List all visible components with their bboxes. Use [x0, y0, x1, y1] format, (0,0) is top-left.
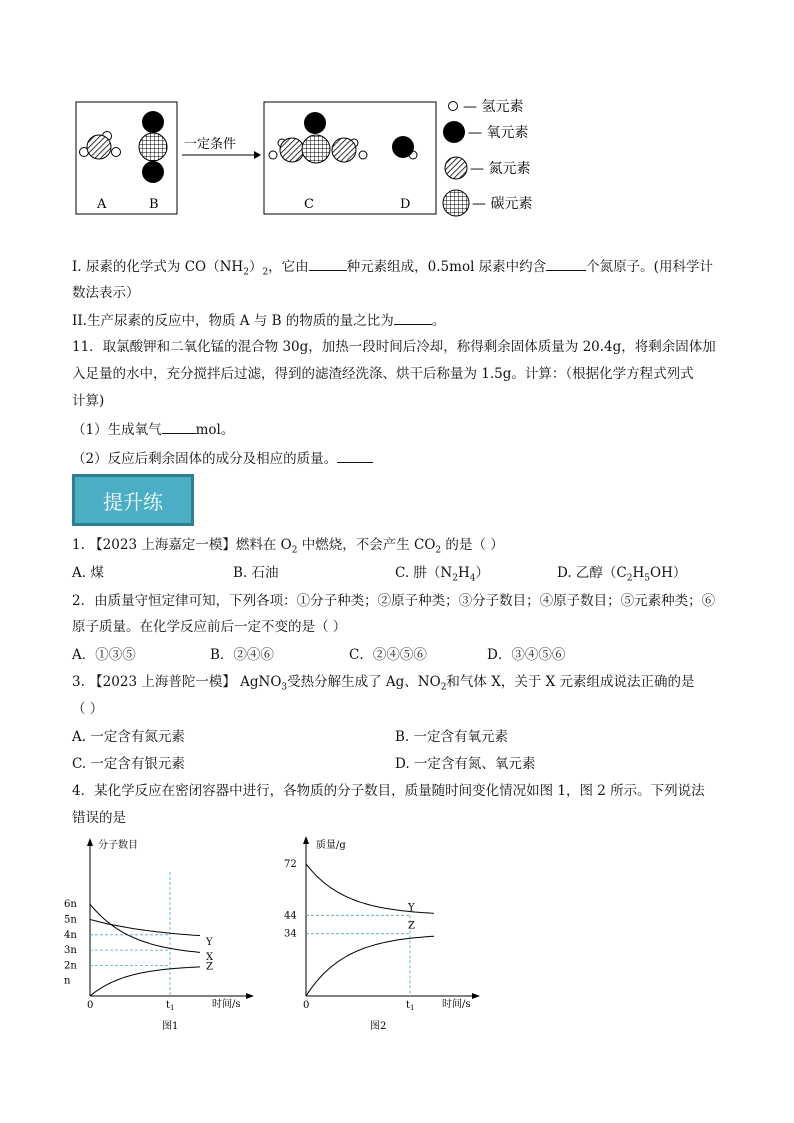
chart-1-xlabel: 时间/s	[212, 999, 241, 1010]
chart-2-series-label: Z	[408, 920, 415, 932]
label-d: D	[400, 197, 411, 212]
chart-1-series-label: Y	[206, 936, 213, 948]
arrow-label: 一定条件	[184, 137, 237, 152]
mc-question-1-stem: 1. 【2023 上海嘉定一模】燃料在 $O_2$ 中燃烧，不会产生 $CO_2$ 的是（ ）	[72, 537, 504, 556]
chart-2-series-z	[306, 936, 434, 996]
reaction-diagram	[70, 92, 550, 222]
chart-2-ytick: 72	[284, 859, 297, 870]
chart-1-series-label: Z	[206, 961, 213, 973]
answer-blank	[394, 310, 432, 325]
chart-2-origin: 0	[303, 1000, 310, 1011]
legend-label-carbon: — 碳元素	[472, 196, 533, 212]
mc-question-4-line1: 4．某化学反应在密闭容器中进行，各物质的分子数目，质量随时间变化情况如图 1，图 2 所示。下列说法	[72, 783, 705, 799]
mc-q2-option-d: D．③④⑤⑥	[487, 647, 566, 663]
mc-question-3-stem: 3. 【2023 上海普陀一模】 AgNO$_3$受热分解生成了 Ag、$NO_2$和气体 X，关于 X 元素组成说法正确的是	[72, 674, 695, 693]
chart-2-mass	[280, 832, 490, 1032]
chart-2-ytick: 44	[284, 910, 297, 922]
question-i-line1: I. 尿素的化学式为 $CO(NH_2)_2$，它由 种元素组成，0.5mol 尿素中约含 个氮原子。(用科学计	[72, 256, 713, 283]
label-b: B	[149, 197, 159, 212]
chart-1-molecule-count	[60, 832, 270, 1032]
mc-q1-option-a: A. 煤	[72, 565, 104, 581]
nitrogen-atom-icon	[445, 157, 467, 179]
mc-question-3-line2: （ ）	[72, 701, 104, 717]
chart-1-series-label: X	[206, 952, 214, 964]
chart-1-ytick: 4n	[64, 929, 77, 941]
answer-blank	[309, 256, 347, 271]
mc-question-4-line2: 错误的是	[72, 810, 126, 826]
carbon-atom-icon	[443, 190, 469, 216]
chart-1-xtick: $t_1$	[166, 1000, 175, 1012]
answer-blank	[337, 448, 373, 463]
hydrogen-atom-icon	[449, 102, 458, 111]
chart-2-ytick: 34	[284, 928, 297, 940]
question-11-sub2: （2）反应后剩余固体的成分及相应的质量。	[72, 448, 373, 469]
mc-q3-option-a: A. 一定含有氮元素	[72, 729, 185, 745]
chart-1-ytick: 2n	[64, 960, 77, 972]
question-11-line1: 11．取氯酸钾和二氧化锰的混合物 30g，加热一段时间后冷却，称得剩余固体质量为 20.4g，将剩余固体加	[72, 339, 716, 355]
legend-label-oxygen: — 氧元素	[468, 125, 529, 141]
oxygen-atom-icon	[443, 121, 465, 143]
chart-1-origin: 0	[87, 1000, 94, 1011]
chart-1-series-z	[90, 967, 200, 996]
label-a: A	[97, 197, 107, 212]
mc-q2-option-a: A．①③⑤	[72, 647, 136, 663]
chart-2-caption: 图2	[370, 1021, 387, 1032]
answer-blank	[162, 419, 196, 434]
chart-2-series-label: Y	[408, 902, 415, 914]
mc-q2-option-c: C．②④⑤⑥	[349, 647, 427, 663]
chart-1-series-y	[90, 920, 200, 936]
chart-1-ylabel: 分子数目	[98, 840, 138, 851]
question-11-line3: 计算)	[72, 393, 105, 409]
mc-q2-option-b: B．②④⑥	[210, 647, 274, 663]
legend-label-nitrogen: — 氮元素	[470, 161, 531, 177]
chart-2-series-y	[306, 864, 434, 913]
chart-1-ytick: 3n	[64, 945, 77, 957]
chart-1-ytick: n	[64, 975, 71, 987]
answer-blank	[546, 256, 586, 271]
question-11-line2: 入足量的水中，充分搅拌后过滤，得到的滤渣经洗涤、烘干后称量为 1.5g。计算：（根据化学方程式列式	[72, 366, 694, 382]
chart-2-xlabel: 时间/s	[442, 999, 471, 1010]
mc-question-2-line1: 2．由质量守恒定律可知，下列各项：①分子种类；②原子种类；③分子数目；④原子数目；⑤元素种类；⑥	[72, 593, 716, 609]
chart-1-caption: 图1	[162, 1021, 179, 1032]
mc-q3-option-b: B. 一定含有氧元素	[395, 729, 509, 745]
label-c: C	[304, 197, 314, 212]
mc-q1-option-c: C. 肼$(N_2H_4)$	[395, 565, 489, 584]
chart-2-ylabel: 质量/g	[316, 840, 346, 851]
chart-2-xtick: $t_1$	[406, 1000, 415, 1012]
question-i-line2: 数法表示）	[72, 285, 140, 301]
mc-question-2-line2: 原子质量。在化学反应前后一定不变的是（ ）	[72, 619, 347, 635]
molecule-b-icon	[139, 111, 167, 183]
mc-q3-option-c: C. 一定含有银元素	[72, 756, 185, 772]
mc-q3-option-d: D. 一定含有氮、氧元素	[395, 756, 536, 772]
chart-1-ytick: 5n	[64, 914, 77, 926]
mc-q1-option-d: D. 乙醇$(C_2H_5OH)$	[557, 565, 687, 584]
section-banner: 提升练	[72, 474, 194, 526]
chart-1-series-x	[90, 904, 200, 952]
chart-1-ytick: 6n	[64, 899, 77, 911]
legend-label-hydrogen: — 氢元素	[463, 99, 524, 115]
mc-q1-option-b: B. 石油	[233, 565, 279, 581]
question-11-sub1: （1）生成氧气 mol。	[72, 419, 234, 440]
question-ii: II.生产尿素的反应中，物质 A 与 B 的物质的量之比为 。	[72, 310, 445, 331]
